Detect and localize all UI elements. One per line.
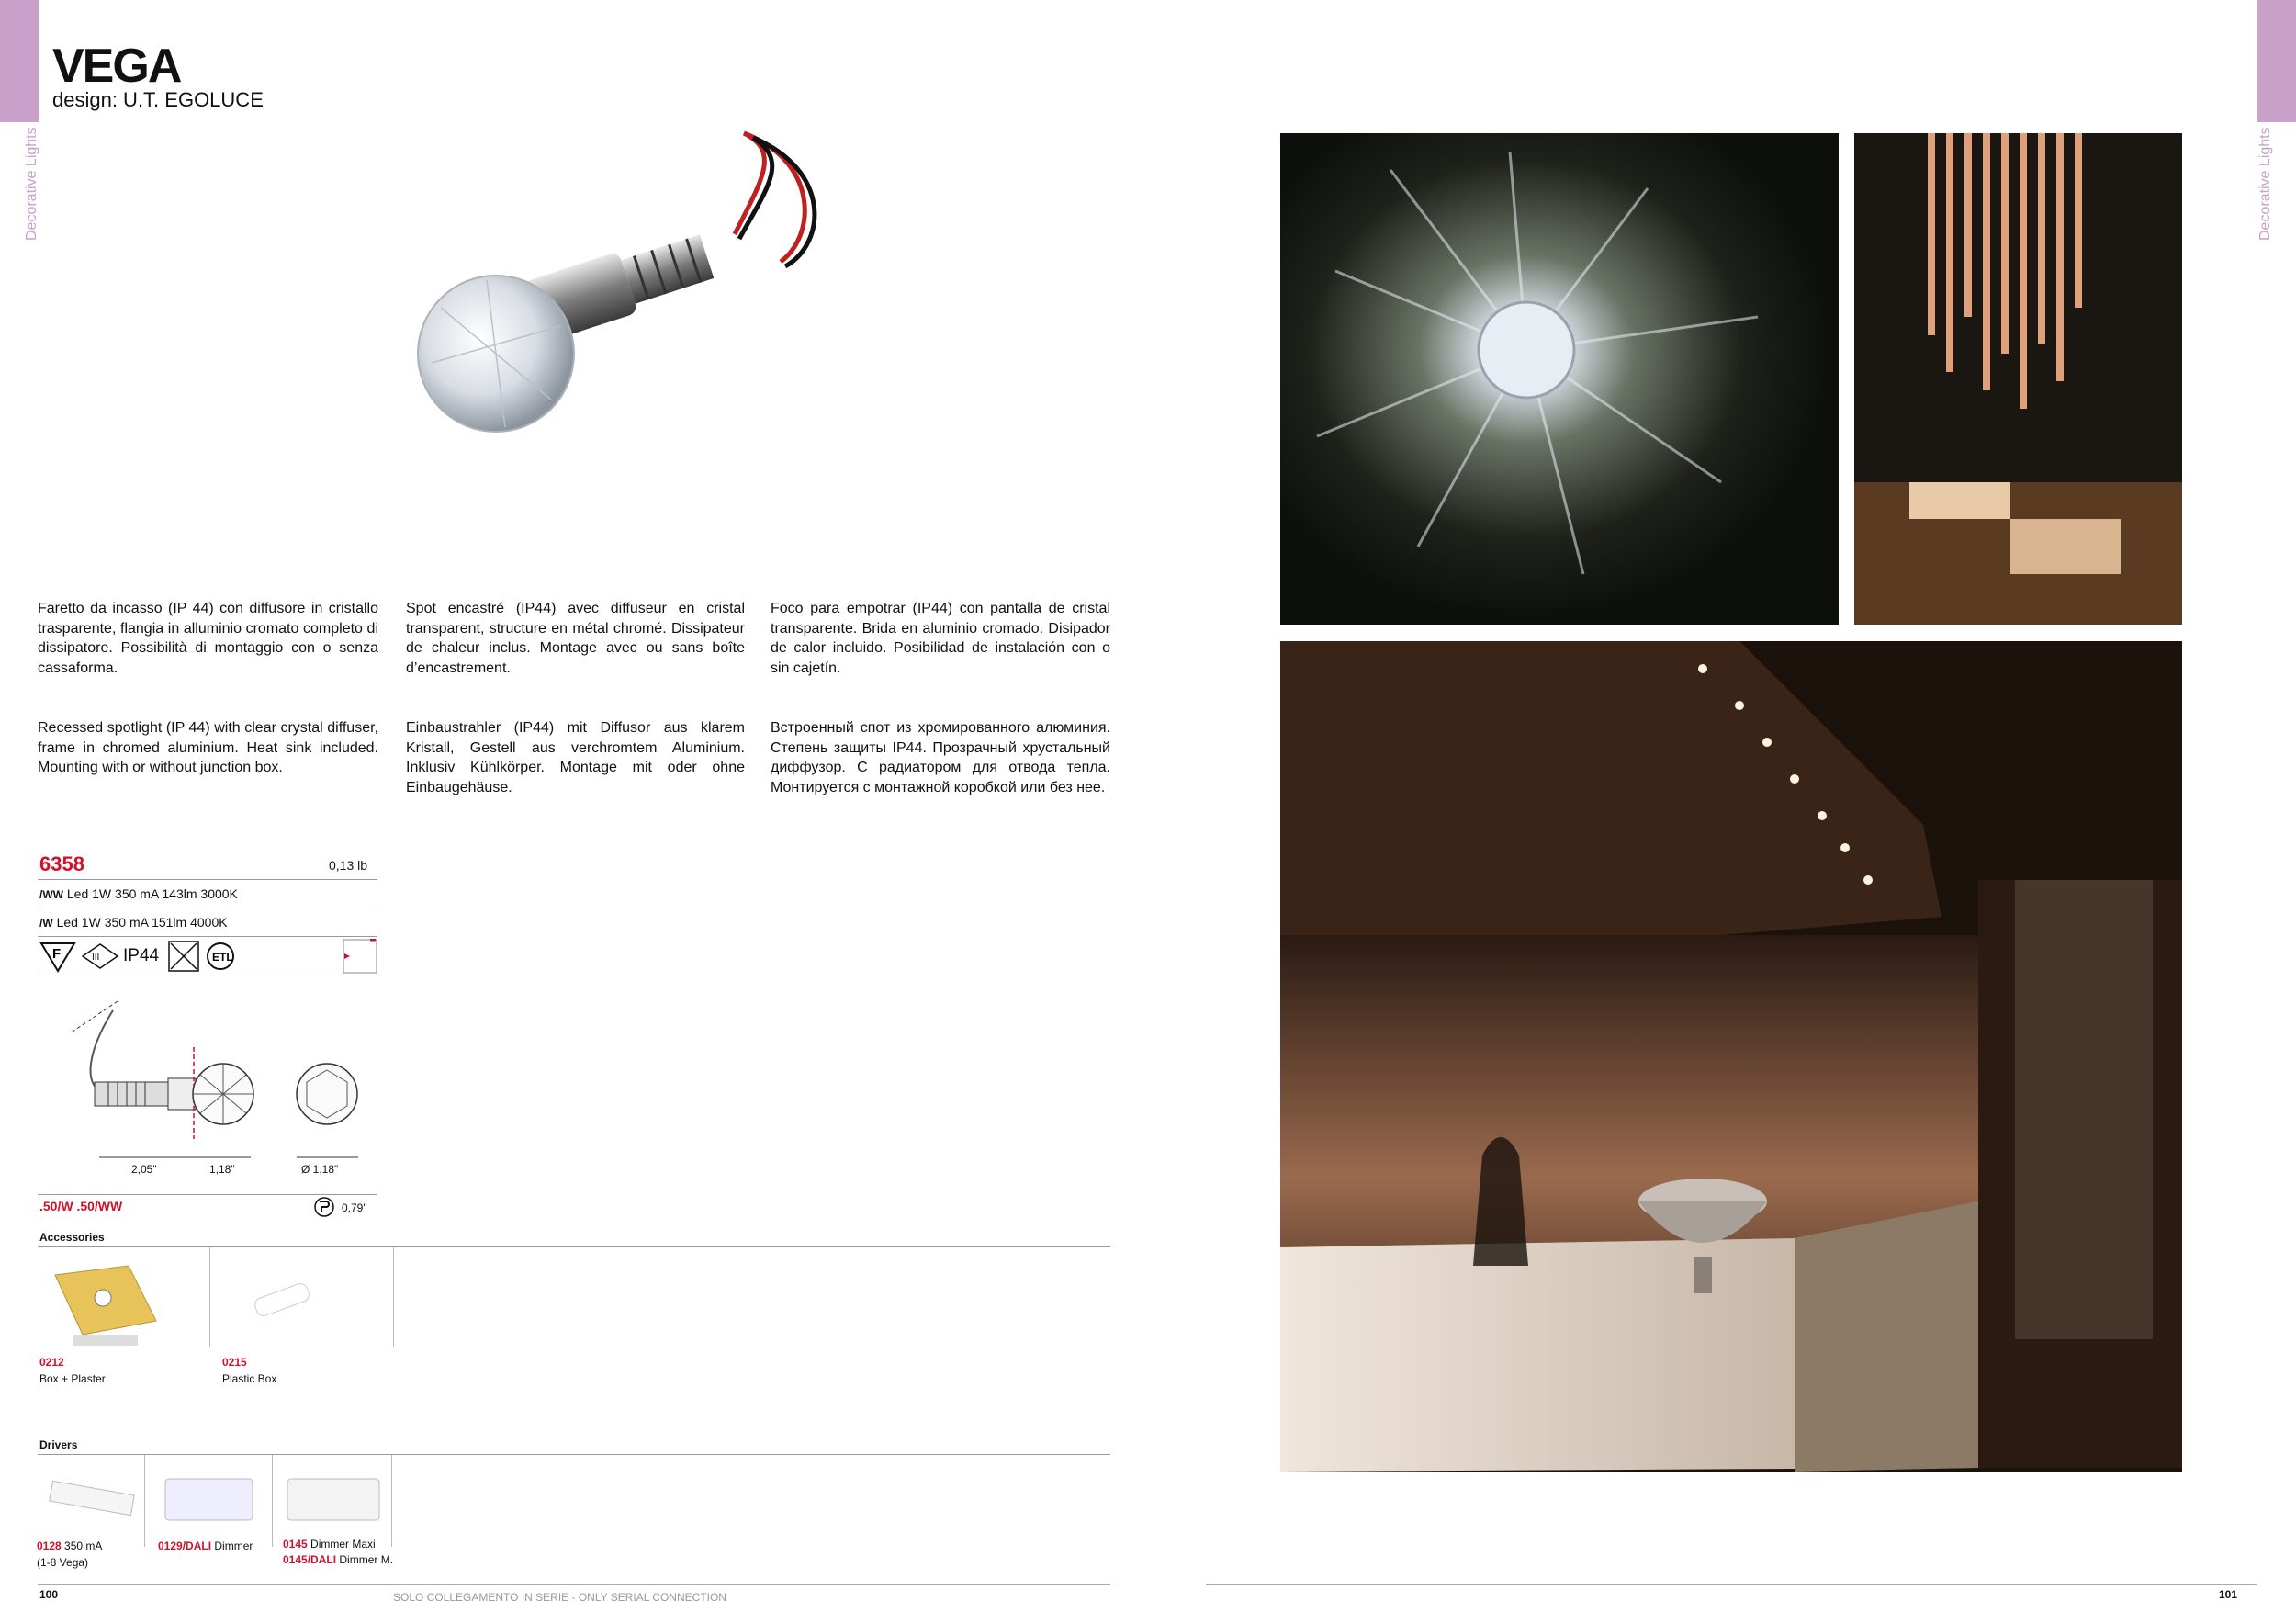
driver-0128-note: (1-8 Vega) bbox=[37, 1556, 89, 1569]
section-tab-left bbox=[0, 0, 39, 122]
product-photo bbox=[303, 124, 891, 473]
description-fr: Spot encastré (IP44) avec diffuseur en cristal transparent, structure en métal chromé. Dissipateur de chaleur inclus. Montage avec ou sans boîte d’encastrement. bbox=[406, 601, 745, 676]
divider bbox=[38, 879, 377, 880]
drivers-heading: Drivers bbox=[39, 1438, 78, 1451]
crystal-glow-photo bbox=[1280, 133, 1839, 625]
divider bbox=[144, 1455, 145, 1547]
driver-0145-dali-label bbox=[283, 1553, 393, 1566]
etl-listed-icon bbox=[205, 941, 238, 972]
footer-rule-right bbox=[1206, 1584, 2257, 1585]
svg-text:F: F bbox=[52, 946, 62, 962]
driver-0145-image bbox=[280, 1465, 390, 1534]
class-iii-icon bbox=[81, 942, 119, 970]
accessory-plastic-box-image bbox=[241, 1277, 332, 1332]
shop-interior-photo bbox=[1854, 133, 2182, 625]
section-tab-right bbox=[2257, 0, 2296, 122]
article-weight: 0,13 lb bbox=[329, 858, 368, 873]
svg-text:ETL: ETL bbox=[212, 951, 233, 964]
no-insulation-cover-icon bbox=[168, 941, 199, 972]
description-es: Foco para empotrar (IP44) con pantalla de cristal transparente. Brida en aluminio cromado. Disipador de calor incluido. Posibilidad de instalación con o sin cajetín. bbox=[771, 601, 1110, 676]
recess-depth: 0,79" bbox=[342, 1201, 367, 1214]
svg-text:III: III bbox=[92, 953, 100, 963]
driver-0129-image bbox=[156, 1465, 266, 1534]
technical-drawing bbox=[62, 992, 379, 1176]
driver-code: 0129/DALI bbox=[158, 1539, 212, 1552]
divider bbox=[391, 1455, 392, 1547]
driver-label: 350 mA bbox=[64, 1539, 103, 1552]
variant-row-ww bbox=[39, 886, 238, 901]
variant-spec: Led 1W 350 mA 143lm 3000K bbox=[66, 886, 238, 901]
product-designer: design: U.T. EGOLUCE bbox=[52, 88, 264, 111]
driver-label: Dimmer Maxi bbox=[310, 1538, 376, 1551]
driver-code: 0128 bbox=[37, 1539, 62, 1552]
page-number-right: 101 bbox=[2219, 1588, 2238, 1601]
driver-0145-label bbox=[283, 1538, 376, 1551]
side-label-left: Decorative Lights bbox=[24, 127, 39, 241]
article-codes: .50/W .50/WW bbox=[39, 1199, 123, 1213]
accessory-label: Plastic Box bbox=[222, 1372, 277, 1385]
divider bbox=[38, 1454, 1110, 1455]
side-label-right: Decorative Lights bbox=[2257, 127, 2273, 241]
driver-label: Dimmer M. bbox=[339, 1553, 394, 1566]
variant-suffix: /WW bbox=[39, 888, 63, 901]
bar-interior-photo bbox=[1280, 641, 2182, 1472]
variant-row-w bbox=[39, 915, 228, 930]
driver-code: 0145 bbox=[283, 1538, 308, 1551]
divider bbox=[209, 1247, 210, 1347]
page-number-left: 100 bbox=[39, 1588, 59, 1601]
divider bbox=[38, 1246, 1110, 1247]
driver-code: 0145/DALI bbox=[283, 1553, 337, 1566]
dimension-length: 2,05" bbox=[131, 1163, 157, 1176]
dimension-diameter-side: 1,18" bbox=[209, 1163, 235, 1176]
description-ru: Встроенный спот из хромированного алюминия. Степень защиты IP44. Прозрачный хрустальный диффузор. С радиатором для отвода тепла. Монтируется с монтажной коробкой или без нее. bbox=[771, 720, 1110, 795]
accessory-box-plaster-image bbox=[46, 1257, 165, 1348]
driver-0128-label bbox=[37, 1539, 102, 1552]
recess-depth-icon bbox=[313, 1196, 335, 1218]
variant-suffix: /W bbox=[39, 917, 53, 930]
footer-note: SOLO COLLEGAMENTO IN SERIE - ONLY SERIAL CONNECTION bbox=[393, 1591, 726, 1604]
description-it: Faretto da incasso (IP 44) con diffusore in cristallo trasparente, flangia in alluminio cromato completo di dissipatore. Possibilità di montaggio con o senza cassaforma. bbox=[38, 601, 378, 676]
driver-0128-image bbox=[41, 1474, 142, 1529]
accessory-label: Box + Plaster bbox=[39, 1372, 106, 1385]
variant-spec: Led 1W 350 mA 151lm 4000K bbox=[56, 915, 228, 930]
footer-rule-left bbox=[38, 1584, 1110, 1585]
accessory-code: 0212 bbox=[39, 1356, 64, 1369]
led-marker-icon bbox=[343, 939, 377, 974]
divider bbox=[38, 936, 377, 937]
dimension-diameter: Ø 1,18" bbox=[301, 1163, 339, 1176]
description-de: Einbaustrahler (IP44) mit Diffusor aus klarem Kristall, Gestell aus verchromtem Aluminium. Inklusiv Kühlkörper. Montage mit oder ohne Einbaugehäuse. bbox=[406, 720, 745, 795]
description-en: Recessed spotlight (IP 44) with clear crystal diffuser, frame in chromed aluminium. Heat sink included. Mounting with or without junction box. bbox=[38, 720, 378, 775]
divider bbox=[393, 1247, 394, 1347]
divider bbox=[272, 1455, 273, 1547]
f-mark-icon bbox=[39, 940, 76, 973]
divider bbox=[38, 1194, 377, 1195]
product-title: VEGA bbox=[52, 39, 181, 93]
accessory-code: 0215 bbox=[222, 1356, 247, 1369]
driver-label: Dimmer bbox=[214, 1539, 253, 1552]
accessories-heading: Accessories bbox=[39, 1231, 105, 1244]
article-code: 6358 bbox=[39, 852, 84, 875]
ip-rating: IP44 bbox=[123, 946, 160, 965]
driver-0129-label bbox=[158, 1539, 253, 1552]
